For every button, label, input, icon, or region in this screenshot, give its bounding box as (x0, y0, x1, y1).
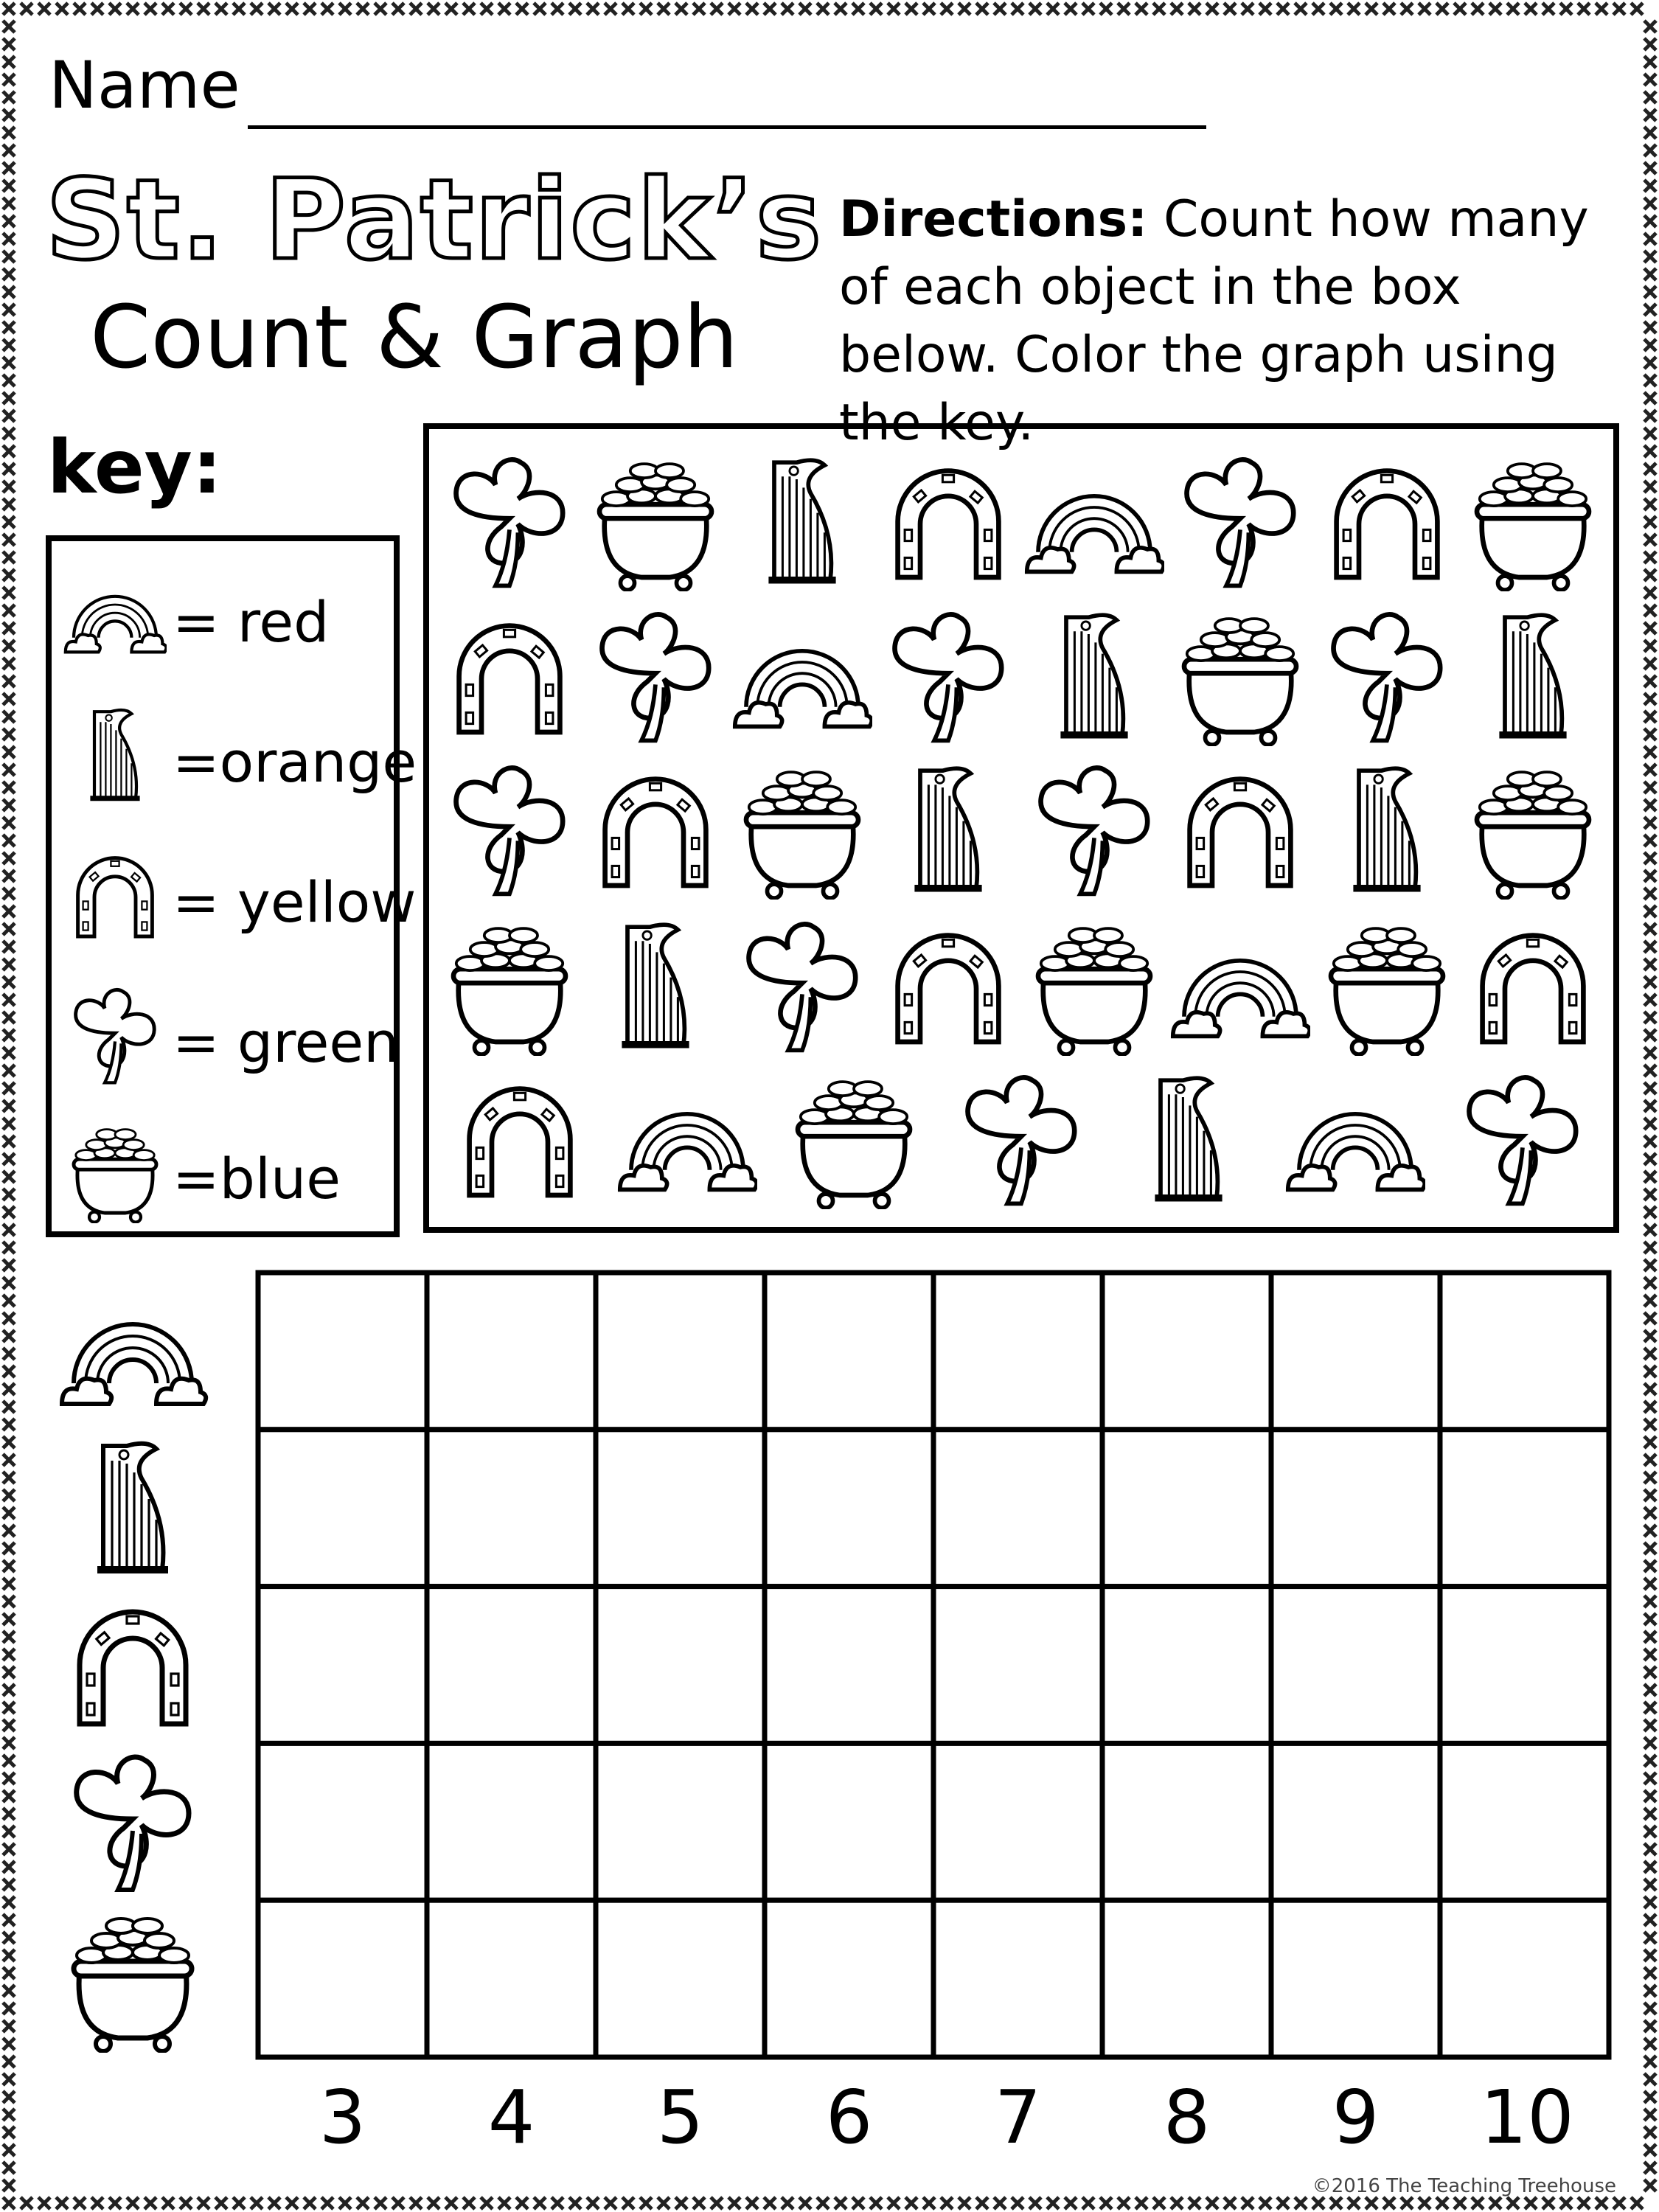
shamrock-icon (44, 1748, 221, 1896)
picture-item (585, 759, 726, 902)
picture-item (878, 759, 1018, 902)
horseshoe-icon (878, 916, 1018, 1056)
key-row (63, 703, 417, 821)
horseshoe-icon (1170, 759, 1310, 900)
name-label: Name (49, 47, 240, 123)
horseshoe-icon (878, 451, 1018, 591)
picture-item (732, 916, 872, 1059)
rainbow-icon (617, 1069, 757, 1209)
directions-text (839, 186, 1621, 457)
graph-x-label: 5 (656, 2074, 704, 2160)
harp-icon (1463, 606, 1603, 746)
graph-cell[interactable] (933, 1900, 1102, 2057)
pot-of-gold-icon (439, 916, 580, 1056)
picture-item (1317, 916, 1457, 1059)
pot-of-gold-icon (585, 451, 726, 591)
graph-cell[interactable] (258, 1430, 427, 1587)
picture-item (1170, 916, 1310, 1059)
picture-item (878, 606, 1018, 749)
picture-item (1317, 606, 1457, 749)
key-label: key: (47, 424, 222, 510)
harp-icon (878, 759, 1018, 900)
graph-cell[interactable] (1440, 1587, 1609, 1744)
shamrock-icon (585, 606, 726, 746)
graph-cell[interactable] (765, 1273, 933, 1430)
picture-item (1453, 1069, 1593, 1212)
rainbow-icon (63, 563, 167, 667)
picture-item (951, 1069, 1091, 1212)
graph-cell[interactable] (596, 1587, 765, 1744)
name-input-line[interactable] (248, 125, 1206, 129)
picture-item (585, 451, 726, 594)
shamrock-icon (732, 916, 872, 1056)
picture-box (423, 423, 1619, 1233)
key-box (46, 535, 417, 1237)
picture-item (585, 606, 726, 749)
shamrock-icon (1453, 1069, 1593, 1209)
graph-x-label: 10 (1480, 2074, 1574, 2160)
title-line1: St. Patrick’s (46, 156, 824, 285)
pot-of-gold-icon (1463, 451, 1603, 591)
graph-cell[interactable] (933, 1743, 1102, 1900)
picture-item (1170, 451, 1310, 594)
picture-item (617, 1069, 757, 1212)
pot-of-gold-icon (63, 1120, 167, 1223)
pot-of-gold-icon (1463, 759, 1603, 900)
horseshoe-icon (1463, 916, 1603, 1056)
key-color-label: = yellow (173, 869, 417, 935)
graph-cell[interactable] (765, 1587, 933, 1744)
graph-cell[interactable] (1440, 1273, 1609, 1430)
picture-item (732, 606, 872, 749)
graph-row-icon (44, 1591, 221, 1742)
copyright: ©2016 The Teaching Treehouse (1312, 2175, 1616, 2197)
harp-icon (1119, 1069, 1259, 1209)
graph-cell[interactable] (933, 1587, 1102, 1744)
graph-row-icon (44, 1277, 221, 1427)
pot-of-gold-icon (44, 1905, 221, 2053)
picture-item (784, 1069, 924, 1212)
graph-cell[interactable] (765, 1430, 933, 1587)
graph-row-icon (44, 1434, 221, 1585)
graph-cell[interactable] (765, 1900, 933, 2057)
horseshoe-icon (439, 606, 580, 746)
graph-cell[interactable] (427, 1273, 596, 1430)
picture-item (1317, 759, 1457, 902)
title-line2: Count & Graph (90, 286, 739, 388)
graph-cell[interactable] (258, 1743, 427, 1900)
key-color-label: = green (173, 1009, 400, 1075)
picture-item (732, 759, 872, 902)
graph-cell[interactable] (933, 1273, 1102, 1430)
picture-item (1119, 1069, 1259, 1212)
rainbow-icon (1024, 451, 1164, 591)
graph-x-label: 6 (825, 2074, 873, 2160)
harp-icon (732, 451, 872, 591)
graph-cell[interactable] (258, 1273, 427, 1430)
graph-cell[interactable] (1102, 1430, 1271, 1587)
graph-row-icon (44, 1748, 221, 1899)
picture-item (439, 606, 580, 749)
graph-cell[interactable] (1271, 1900, 1440, 2057)
picture-item (1463, 451, 1603, 594)
picture-item (1024, 916, 1164, 1059)
rainbow-icon (1170, 916, 1310, 1056)
shamrock-icon (439, 759, 580, 900)
rainbow-icon (732, 606, 872, 746)
harp-icon (1024, 606, 1164, 746)
picture-item (1024, 759, 1164, 902)
picture-item (878, 451, 1018, 594)
graph-cell[interactable] (427, 1430, 596, 1587)
harp-icon (63, 703, 167, 807)
harp-icon (585, 916, 726, 1056)
graph-cell[interactable] (1271, 1743, 1440, 1900)
horseshoe-icon (63, 844, 167, 947)
shamrock-icon (439, 451, 580, 591)
picture-item (1463, 606, 1603, 749)
picture-item (439, 916, 580, 1059)
horseshoe-icon (1317, 451, 1457, 591)
picture-item (1024, 606, 1164, 749)
graph-cell[interactable] (1271, 1430, 1440, 1587)
pot-of-gold-icon (1170, 606, 1310, 746)
graph-cell[interactable] (933, 1430, 1102, 1587)
graph-cell[interactable] (427, 1587, 596, 1744)
graph-cell[interactable] (1271, 1273, 1440, 1430)
shamrock-icon (1170, 451, 1310, 591)
graph-cell[interactable] (1440, 1430, 1609, 1587)
key-row (63, 1120, 403, 1238)
graph-cell[interactable] (427, 1900, 596, 2057)
graph-row-icon (44, 1905, 221, 2056)
graph-cell[interactable] (1440, 1900, 1609, 2057)
graph-x-label: 8 (1163, 2074, 1211, 2160)
harp-icon (1317, 759, 1457, 900)
graph-cell[interactable] (1102, 1900, 1271, 2057)
shamrock-icon (878, 606, 1018, 746)
picture-item (1463, 759, 1603, 902)
graph-cell[interactable] (258, 1900, 427, 2057)
horseshoe-icon (44, 1591, 221, 1739)
graph-cell[interactable] (1102, 1743, 1271, 1900)
rainbow-icon (44, 1277, 221, 1425)
graph-cell[interactable] (596, 1430, 765, 1587)
key-color-label: = red (173, 589, 330, 655)
shamrock-icon (951, 1069, 1091, 1209)
graph-cell[interactable] (1102, 1273, 1271, 1430)
picture-item (1463, 916, 1603, 1059)
shamrock-icon (63, 984, 167, 1087)
harp-icon (44, 1434, 221, 1582)
graph-x-label: 3 (319, 2074, 366, 2160)
graph-cell[interactable] (1271, 1587, 1440, 1744)
key-row (63, 844, 417, 961)
key-row (63, 984, 403, 1102)
key-row (63, 563, 403, 681)
graph-grid (255, 1270, 1612, 2060)
horseshoe-icon (585, 759, 726, 900)
key-color-label: =blue (173, 1146, 341, 1211)
pot-of-gold-icon (1317, 916, 1457, 1056)
directions-body: Count how many of each object in the box below. Color the graph using the key. (839, 190, 1589, 452)
horseshoe-icon (450, 1069, 590, 1209)
picture-item (1170, 606, 1310, 749)
picture-item (1317, 451, 1457, 594)
picture-item (878, 916, 1018, 1059)
graph-cell[interactable] (427, 1743, 596, 1900)
graph-cell[interactable] (596, 1900, 765, 2057)
graph-cell[interactable] (258, 1587, 427, 1744)
graph-x-label: 9 (1332, 2074, 1380, 2160)
graph-cell[interactable] (1102, 1587, 1271, 1744)
picture-item (439, 451, 580, 594)
shamrock-icon (1317, 606, 1457, 746)
shamrock-icon (1024, 759, 1164, 900)
graph-cell[interactable] (1440, 1743, 1609, 1900)
picture-item (732, 451, 872, 594)
pot-of-gold-icon (1024, 916, 1164, 1056)
rainbow-icon (1285, 1069, 1425, 1209)
pot-of-gold-icon (784, 1069, 924, 1209)
graph-x-label: 7 (994, 2074, 1042, 2160)
graph-x-label: 4 (487, 2074, 535, 2160)
directions-label: Directions: (839, 190, 1148, 248)
key-color-label: =orange (173, 729, 417, 795)
picture-item (439, 759, 580, 902)
picture-item (1170, 759, 1310, 902)
picture-item (1024, 451, 1164, 594)
picture-item (1285, 1069, 1425, 1212)
picture-item (585, 916, 726, 1059)
graph-cell[interactable] (765, 1743, 933, 1900)
graph-cell[interactable] (596, 1273, 765, 1430)
picture-item (450, 1069, 590, 1212)
graph-cell[interactable] (596, 1743, 765, 1900)
pot-of-gold-icon (732, 759, 872, 900)
